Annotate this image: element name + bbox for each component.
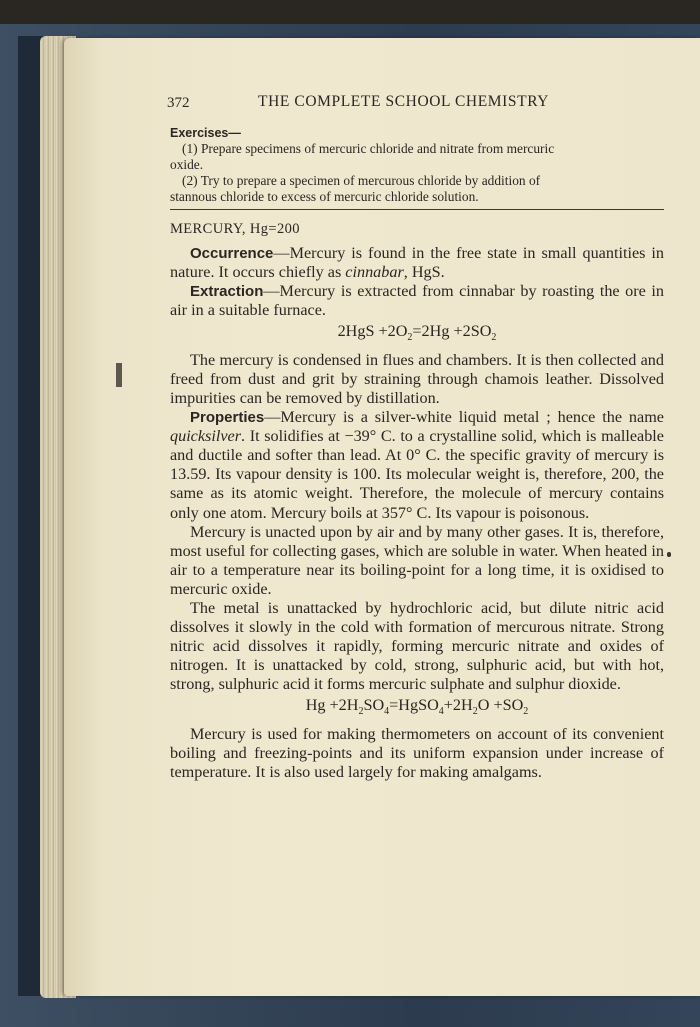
equation-subscript: 2 [491, 332, 497, 344]
page-number: 372 [167, 95, 190, 111]
exercise-item-lead: (1) Prepare specimens of mercuric chloride and nitrate from mercuric [182, 141, 555, 156]
exercise-item [170, 173, 664, 205]
properties-label: Properties [190, 409, 265, 427]
properties-text-end: . It solidifies at −39° C. to a crystalline solid, which is malleable and ductile and softer than lead. At 0° C. the specific gravity of mercury is 13.59. Its vapour density is 100. Its molecular weight is, therefore, 200, the same as its atomic weight. Therefore, the molecule of mercury contains only one atom. Mercury boils at 357° C. Its vapour is poisonous. [170, 427, 664, 522]
extraction-label: Extraction [190, 283, 264, 301]
equation-part: 2HgS +2O [337, 322, 408, 341]
exercises-block [170, 125, 664, 205]
paragraph-unacted: Mercury is unacted upon by air and by many other gases. It is, therefore, most useful for collecting gases, which are soluble in water. When heated in air to a temperature near its boiling-point for a long time, it is oxidised to mercuric oxide. [170, 522, 664, 598]
paragraph-occurrence [170, 244, 664, 282]
margin-mark [116, 363, 122, 387]
section-heading: MERCURY, Hg=200 [170, 221, 300, 237]
paragraph-condensed: The mercury is condensed in flues and chambers. It is then collected and freed from dust and grit by straining through chamois leather. Dissolved impurities can be removed by distillation. [170, 350, 664, 407]
body-text [170, 220, 664, 782]
equation-part: +2H [443, 696, 473, 715]
properties-italic: quicksilver [170, 427, 242, 446]
paragraph-metal: The metal is unattacked by hydrochloric acid, but dilute nitric acid dissolves it slowly in the cold with formation of mercurous nitrate. Strong nitric acid dissolves it rapidly, forming mercuric nitrate and oxides of nitrogen. It is unattacked by cold, strong, sulphuric acid, but with hot, strong, sulphuric acid it forms mercuric sulphate and sulphur dioxide. [170, 599, 664, 694]
equation-part: O +SO [477, 696, 524, 715]
exercise-item-rest: oxide. [170, 157, 204, 172]
equation-part: =HgSO [389, 696, 439, 715]
equation-part: Hg +2H [305, 696, 359, 715]
equation-subscript: 2 [407, 332, 413, 344]
exercise-item [170, 141, 664, 173]
equation-subscript: 4 [438, 706, 444, 718]
occurrence-italic: cinnabar [345, 263, 404, 282]
equation-subscript: 2 [523, 706, 529, 718]
equation-part: SO [363, 696, 385, 715]
exercise-item-lead: (2) Try to prepare a specimen of mercurous chloride by addition of [182, 173, 541, 188]
occurrence-text-end: , HgS. [403, 263, 445, 282]
paragraph-extraction [170, 282, 664, 320]
equation-subscript: 2 [472, 706, 478, 718]
section-divider [170, 209, 664, 210]
exercise-item-rest: stannous chloride to excess of mercuric chloride solution. [170, 189, 479, 204]
equation-part: =2Hg +2SO [412, 322, 492, 341]
extraction-text: —Mercury is extracted from cinnabar by roasting the ore in air in a suitable furnace. [170, 282, 664, 320]
equation-sulphuric [170, 696, 664, 721]
equation-subscript: 4 [384, 706, 390, 718]
paragraph-uses: Mercury is used for making thermometers on account of its convenient boiling and freezing-points and its uniform expansion under increase of temperature. It is also used largely for making amalgams. [170, 724, 664, 781]
exercises-heading: Exercises— [170, 126, 241, 140]
occurrence-text: —Mercury is found in the free state in small quantities in nature. It occurs chiefly as [170, 244, 664, 282]
occurrence-label: Occurrence [190, 245, 274, 263]
paragraph-properties [170, 408, 664, 523]
equation-roasting [170, 322, 664, 347]
running-head [167, 92, 664, 114]
properties-text: —Mercury is a silver-white liquid metal ; hence the name [264, 408, 664, 427]
running-title: THE COMPLETE SCHOOL CHEMISTRY [258, 93, 550, 110]
ink-speck [667, 552, 671, 557]
equation-subscript: 2 [358, 706, 364, 718]
